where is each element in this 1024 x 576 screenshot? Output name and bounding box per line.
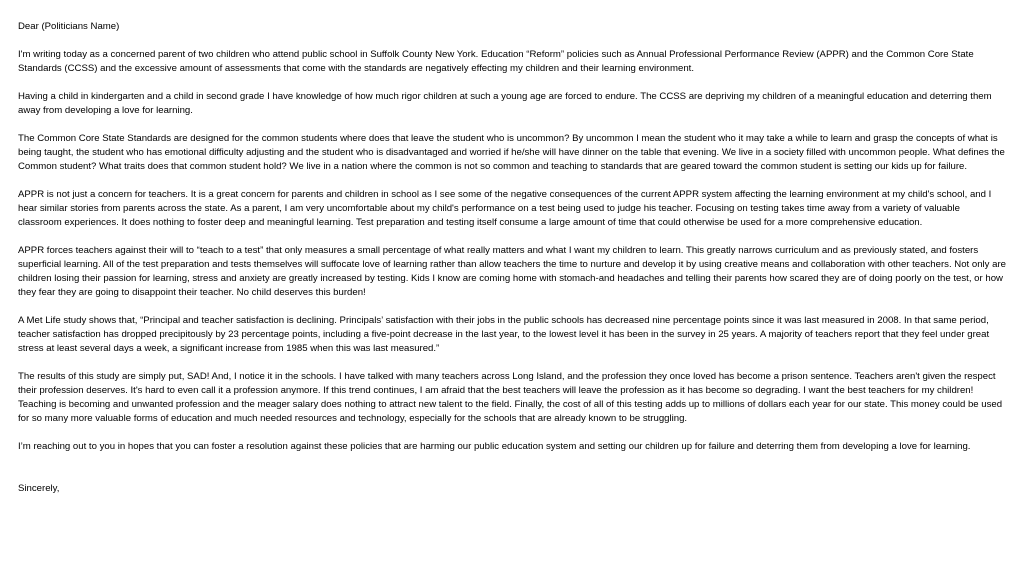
- paragraph-request: I’m reaching out to you in hopes that you can foster a resolution against these policies that are harming our public education system and setting our children up for failure and deterring them from developing a love for learning.: [18, 441, 971, 452]
- closing: Sincerely,: [18, 483, 60, 494]
- paragraph-rigor: Having a child in kindergarten and a child in second grade I have knowledge of how much rigor children at such a young age are forced to endure. The CCSS are depriving my children of a meaningful education and deterring them away from developing a love for learning.: [18, 91, 992, 116]
- paragraph-teach-to-test: APPR forces teachers against their will to “teach to a test” that only measures a small percentage of what really matters and what I want my children to learn. This greatly narrows curriculum and as previously stated, and fosters superficial learning. All of the test preparation and tests themselves will suffocate love of learning rather than allow teachers the time to nurture and develop it by using creative means and collaboration with other teachers. Not only are children losing their passion for learning, stress and anxiety are greatly increased by testing. Kids I know are coming home with stomach-and headaches and telling their parents how scared they are of doing poorly on the test, or how they fear they are going to disappoint their teacher. No child deserves this burden!: [18, 245, 1006, 298]
- paragraph-appr-concern: APPR is not just a concern for teachers. It is a great concern for parents and children in school as I see some of the negative consequences of the current APPR system affecting the learning environment at my child's school, and I hear similar stories from parents across the state. As a parent, I am very uncomfortable about my child's performance on a test being used to judge his teacher. Focusing on testing takes time away from a variety of valuable classroom experiences. It does nothing to foster deep and meaningful learning. Test preparation and testing itself consume a large amount of time that could otherwise be used for a more comprehensive education.: [18, 189, 992, 228]
- salutation: Dear (Politicians Name): [18, 21, 120, 32]
- paragraph-met-life-study: A Met Life study shows that, “Principal and teacher satisfaction is declining. Principals’ satisfaction with their jobs in the public schools has decreased nine percentage points since it was last measured in 2008. In that same period, teacher satisfaction has dropped precipitously by 23 percentage points, including a five-point decrease in the last year, to the lowest level it has been in the survey in 25 years. A majority of teachers report that they feel under great stress at least several days a week, a significant increase from 1985 when this was last measured.”: [18, 315, 990, 354]
- paragraph-common-core: The Common Core State Standards are designed for the common students where does that leave the student who is uncommon? By uncommon I mean the student who it may take a while to learn and grasp the concepts of what is being taught, the student who has emotional difficulty adjusting and the student who is disadvantaged and worried if he/she will have dinner on the table that evening. We live in a society filled with uncommon people. What defines the Common student? What traits does that common student hold? We live in a nation where the common is not so common and teaching to standards that are geared toward the common student is setting our kids up for failure.: [18, 133, 1005, 172]
- paragraph-parent-concern: I'm writing today as a concerned parent of two children who attend public school in Suffolk County New York. Education “Reform” policies such as Annual Professional Performance Review (APPR) and the Common Core State Standards (CCSS) and the excessive amount of assessments that come with the standards are negatively effecting my children and their learning environment.: [18, 49, 974, 74]
- paragraph-study-results: The results of this study are simply put, SAD! And, I notice it in the schools. I have talked with many teachers across Long Island, and the profession they once loved has become a prison sentence. Teachers aren't given the respect their profession deserves. It's hard to even call it a profession anymore. If this trend continues, I am afraid that the best teachers will leave the profession as it has become so degrading. I want the best teachers for my children! Teaching is becoming and unwanted profession and the meager salary does nothing to attract new talent to the field. Finally, the cost of all of this testing adds up to millions of dollars each year for our state. This money could be used for so many more valuable forms of education and much needed resources and technology, especially for the schools that are already known to be struggling.: [18, 371, 1003, 424]
